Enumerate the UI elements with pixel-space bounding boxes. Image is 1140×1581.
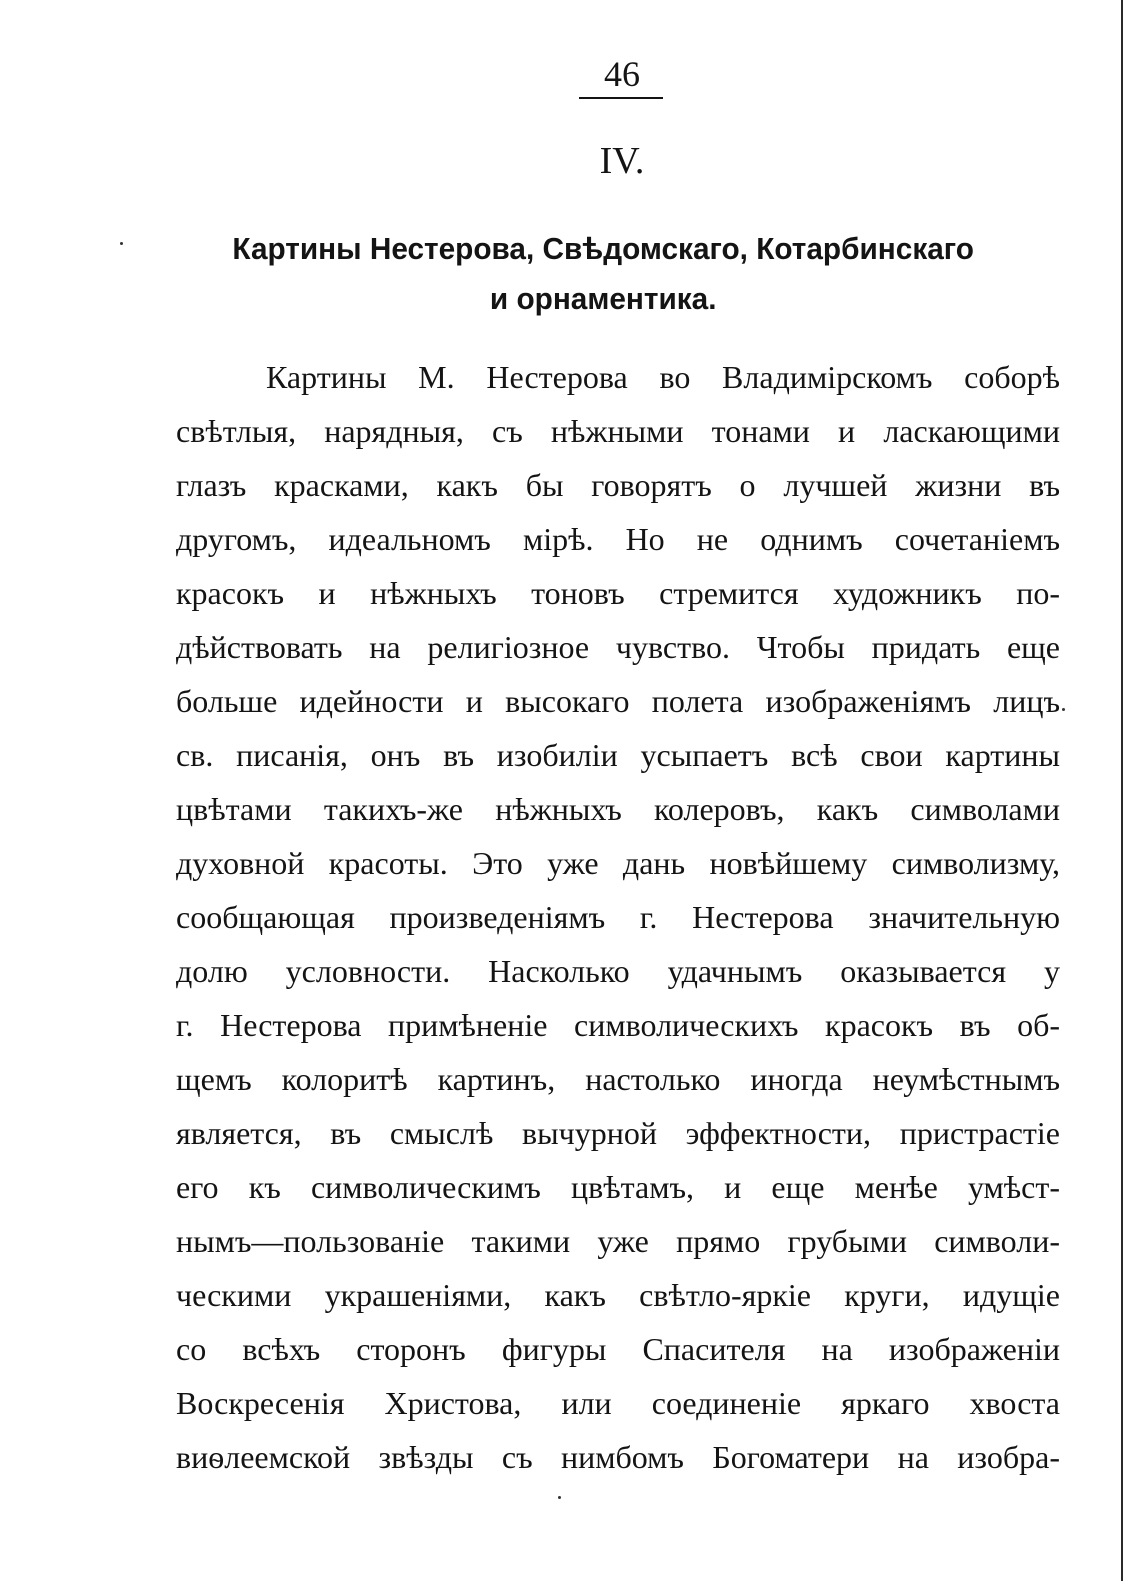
- text-line: ческими украшеніями, какъ свѣтло-яркіе круги, идущіе: [176, 1277, 1060, 1313]
- text-line: красокъ и нѣжныхъ тоновъ стремится художникъ по-: [176, 575, 1060, 611]
- text-line: его къ символическимъ цвѣтамъ, и еще менѣе умѣст-: [176, 1169, 1060, 1205]
- text-line: больше идейности и высокаго полета изображеніямъ лицъ: [176, 683, 1060, 719]
- chapter-title-line-2: и орнаментика.: [489, 281, 717, 316]
- text-line: со всѣхъ сторонъ фигуры Спасителя на изображеніи: [176, 1331, 1060, 1367]
- text-line: виѳлеемской звѣзды съ нимбомъ Богоматери на изобра-: [176, 1439, 1060, 1475]
- body-paragraph: [176, 350, 1060, 1484]
- section-number: IV.: [599, 140, 645, 182]
- text-line: долю условности. Насколько удачнымъ оказывается у: [176, 953, 1060, 989]
- text-line: цвѣтами такихъ-же нѣжныхъ колеровъ, какъ символами: [176, 791, 1060, 827]
- scan-speck: [120, 242, 123, 245]
- scan-speck: [1062, 708, 1065, 711]
- text-line: Воскресенія Христова, или соединеніе яркаго хвоста: [176, 1385, 1060, 1421]
- page-edge-rule: [1121, 0, 1123, 1581]
- text-line: другомъ, идеальномъ мірѣ. Но не однимъ сочетаніемъ: [176, 521, 1060, 557]
- text-line: духовной красоты. Это уже дань новѣйшему символизму,: [176, 845, 1060, 881]
- scan-speck: [558, 1496, 561, 1499]
- text-line: Картины М. Нестерова во Владимірскомъ соборѣ: [266, 359, 1060, 395]
- text-line: глазъ красками, какъ бы говорятъ о лучшей жизни въ: [176, 467, 1060, 503]
- text-line: свѣтлыя, нарядныя, съ нѣжными тонами и ласкающими: [176, 413, 1060, 449]
- text-line: сообщающая произведеніямъ г. Нестерова значительную: [176, 899, 1060, 935]
- page-number: 46: [604, 54, 640, 94]
- text-line: св. писанія, онъ въ изобиліи усыпаетъ всѣ свои картины: [176, 737, 1060, 773]
- text-line: дѣйствовать на религіозное чувство. Чтобы придать еще: [176, 629, 1060, 665]
- chapter-title-line-1: Картины Нестерова, Свѣдомскаго, Котарбинскаго: [232, 231, 974, 266]
- text-line: является, въ смыслѣ вычурной эффектности, пристрастіе: [176, 1115, 1060, 1151]
- page-number-underline: [579, 97, 663, 99]
- chapter-title: [176, 224, 1030, 324]
- text-line: щемъ колоритѣ картинъ, настолько иногда неумѣстнымъ: [176, 1061, 1060, 1097]
- text-line: нымъ—пользованіе такими уже прямо грубыми символи-: [176, 1223, 1060, 1259]
- text-line: г. Нестерова примѣненіе символическихъ красокъ въ об-: [176, 1007, 1060, 1043]
